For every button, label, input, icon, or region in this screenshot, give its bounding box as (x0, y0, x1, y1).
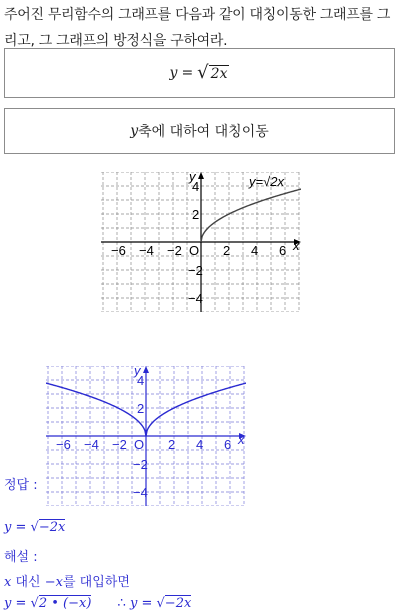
given-y: y (169, 65, 178, 81)
final-radicand-2: −2x (164, 596, 192, 611)
given-equals: = (181, 65, 194, 81)
x-tick-label: −6 (111, 243, 126, 258)
y-tick-label: 2 (137, 401, 145, 416)
final-line (4, 596, 191, 611)
explanation-label: 해설 : (4, 550, 38, 565)
y-tick-label: −2 (133, 457, 148, 472)
final-y-2: y (129, 596, 138, 611)
y-arrow-icon (143, 366, 149, 373)
x-tick-label: −4 (84, 437, 99, 452)
final-radicand-1: 2 • (−x) (38, 596, 92, 611)
answer-equation (4, 520, 65, 535)
x-tick-label: 2 (168, 437, 176, 452)
final-y: y (4, 596, 12, 611)
x-tick-label: 6 (224, 437, 232, 452)
problem-statement: 주어진 무리함수의 그래프를 다음과 같이 대칭이동한 그래프를 그리고, 그 그래프의 방정식을 구하여라. (4, 7, 391, 49)
final-equals: = (11, 596, 31, 611)
reflected-curve (46, 382, 146, 436)
x-tick-label: −4 (139, 243, 154, 258)
x-tick-label: −6 (56, 437, 71, 452)
x-axis-label: x (293, 238, 300, 253)
substitution-line (4, 571, 130, 590)
y-axis-label: y (134, 366, 141, 378)
y-tick-label: 4 (192, 179, 200, 194)
y-axis-label: y (189, 172, 196, 184)
answer-graph (46, 366, 246, 506)
given-radicand: 2x (210, 66, 228, 82)
x-tick-label: −2 (167, 243, 182, 258)
x-tick-label: 4 (251, 243, 259, 258)
answer-equals: = (11, 520, 31, 535)
y-tick-label: 2 (192, 207, 200, 222)
answer-y: y (4, 520, 12, 535)
answer-radicand: −2x (38, 520, 66, 535)
x-axis-label: x (238, 432, 245, 447)
subst-after: 를 대입하면 (62, 575, 130, 590)
y-tick-label: 4 (137, 373, 145, 388)
y-tick-label: −4 (188, 291, 203, 306)
y-tick-label: −2 (188, 263, 203, 278)
transform-text: 축에 대하여 대칭이동 (138, 124, 269, 140)
original-curve (146, 382, 246, 436)
sqrt-icon: √ (197, 62, 209, 83)
subst-text: 대신 (11, 575, 45, 590)
given-function-box (4, 48, 395, 98)
transformation-box (4, 108, 395, 154)
sqrt-curve (201, 188, 301, 242)
sqrt-icon: √ (156, 596, 165, 611)
given-graph (101, 172, 301, 312)
therefore-icon: ∴ (117, 596, 126, 611)
x-tick-label: O (134, 437, 145, 452)
subst-var: x (4, 575, 12, 590)
y-arrow-icon (198, 172, 204, 179)
sqrt-icon: √ (30, 520, 39, 535)
answer-label: 정답 : (4, 478, 38, 493)
x-tick-label: 6 (279, 243, 287, 258)
curve-label: y=√2x (249, 174, 284, 189)
transform-var: y (130, 123, 139, 139)
final-equals-2: = (137, 596, 157, 611)
given-sqrt (197, 64, 229, 82)
x-tick-label: 2 (223, 243, 231, 258)
x-tick-label: O (189, 243, 200, 258)
sqrt-icon: √ (30, 596, 39, 611)
x-tick-label: −2 (112, 437, 127, 452)
subst-neg: −x (44, 575, 63, 590)
y-tick-label: −4 (133, 485, 148, 500)
x-tick-label: 4 (196, 437, 204, 452)
